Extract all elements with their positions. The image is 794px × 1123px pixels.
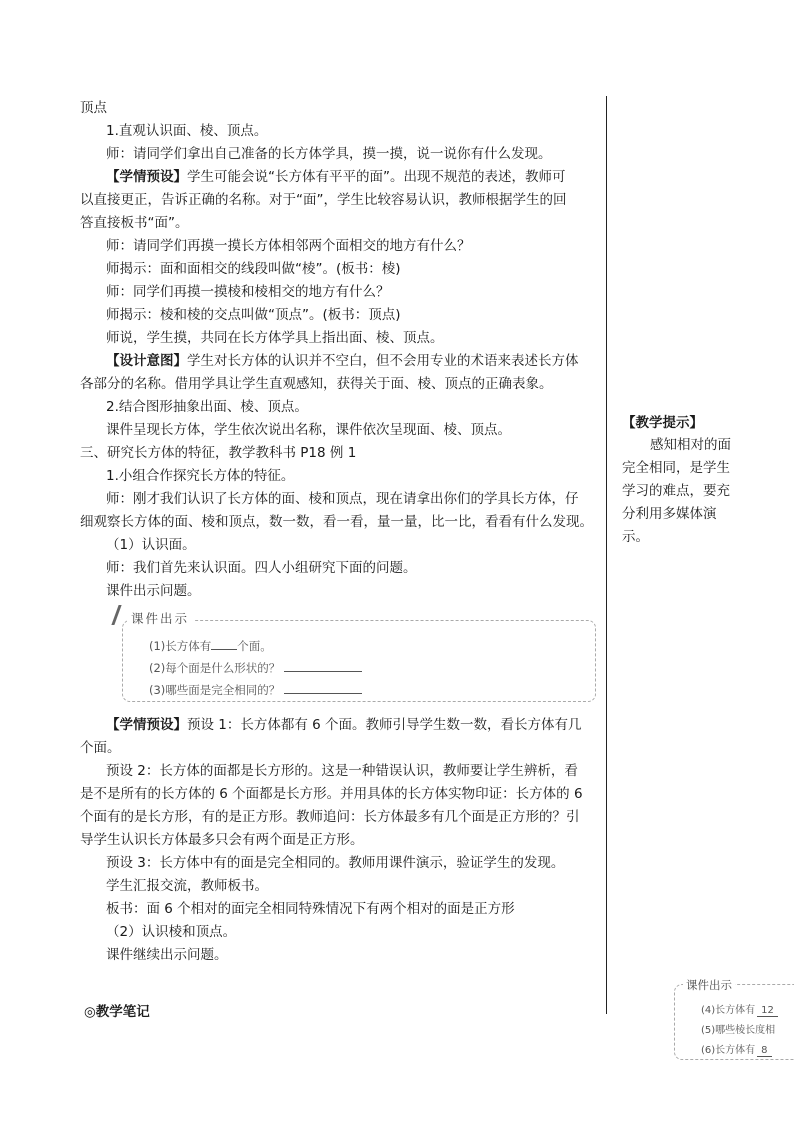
courseware-tag: 课件出示 [127, 609, 195, 627]
text-line: 预设 3：长方体中有的面是完全相同的。教师用课件演示，验证学生的发现。 [106, 855, 565, 871]
question-3: (3)哪些面是完全相同的？ [149, 681, 362, 698]
label-xueqing: 【学情预设】 [106, 169, 187, 185]
text-line: 师揭示：面和面相交的线段叫做“棱”。(板书：棱) [106, 261, 401, 277]
text-line: （2）认识棱和顶点。 [106, 924, 237, 940]
teaching-tip [622, 412, 737, 549]
question-2: (2)每个面是什么形状的？ [149, 659, 362, 676]
text-line: 顶点 [80, 100, 107, 116]
courseware-box-continued [674, 978, 794, 1060]
teaching-tip-title: 【教学提示】 [622, 415, 703, 431]
text-line: 师：同学们再摸一摸棱和棱相交的地方有什么？ [106, 284, 390, 300]
text-line: 【设计意图】学生对长方体的认识并不空白，但不会用专业的术语来表述长方体 [106, 353, 579, 369]
question-5: (5)哪些棱长度相 [701, 1025, 776, 1036]
text-line: 师揭示：棱和棱的交点叫做“顶点”。(板书：顶点) [106, 307, 401, 323]
text-line: 1.小组合作探究长方体的特征。 [106, 468, 295, 484]
text-line: 各部分的名称。借用学具让学生直观感知，获得关于面、棱、顶点的正确表象。 [80, 376, 553, 392]
text-line: 课件呈现长方体，学生依次说出名称，课件依次呈现面、棱、顶点。 [106, 422, 511, 438]
text-line: 2.结合图形抽象出面、棱、顶点。 [106, 399, 308, 415]
text-line: 细观察长方体的面、棱和顶点，数一数，看一看，量一量，比一比，看看有什么发现。 [80, 514, 593, 530]
text-line: 学生汇报交流，教师板书。 [106, 878, 268, 894]
text-line: 师：请同学们拿出自己准备的长方体学具，摸一摸，说一说你有什么发现。 [106, 146, 552, 162]
label-sheji: 【设计意图】 [106, 353, 187, 369]
label-xueqing-2: 【学情预设】 [106, 717, 187, 733]
courseware-tag: 课件出示 [683, 977, 735, 993]
answer-blank [284, 659, 362, 672]
text-line: 师：请同学们再摸一摸长方体相邻两个面相交的地方有什么？ [106, 238, 471, 254]
question-1: (1)长方体有 个面。 [149, 639, 272, 653]
text-line: 【学情预设】学生可能会说“长方体有平平的面”。出现不规范的表述，教师可 [106, 169, 566, 185]
teaching-tip-body: 感知相对的面完全相同，是学生学习的难点，要充分利用多媒体演示。 [622, 437, 731, 545]
text-line: 【学情预设】预设 1：长方体都有 6 个面。教师引导学生数一数，看长方体有几 [106, 717, 582, 733]
text-line: 个面。 [80, 740, 121, 756]
text-line: 导学生认识长方体最多只会有两个面是正方形。 [80, 832, 364, 848]
text-line: （1）认识面。 [106, 537, 196, 553]
question-6: (6)长方体有 8 [701, 1041, 772, 1057]
text-line: 师说，学生摸，共同在长方体学具上指出面、棱、顶点。 [106, 330, 444, 346]
courseware-box [122, 611, 596, 702]
text-line: 个面有的是长方形，有的是正方形。教师追问：长方体最多有几个面是正方形的？引 [80, 809, 580, 825]
text-line: 师：我们首先来认识面。四人小组研究下面的问题。 [106, 560, 417, 576]
text-line: 预设 2：长方体的面都是长方形的。这是一种错误认识，教师要让学生辨析，看 [106, 763, 578, 779]
text-line: 1.直观认识面、棱、顶点。 [106, 123, 268, 139]
answer-blank [284, 681, 362, 694]
text-line: 课件出示问题。 [106, 583, 201, 599]
column-divider [606, 96, 607, 1014]
section-heading: 三、研究长方体的特征，教学教科书 P18 例 1 [80, 445, 357, 461]
teaching-notes-label: ◎教学笔记 [84, 1004, 150, 1020]
text-line: 师：刚才我们认识了长方体的面、棱和顶点，现在请拿出你们的学具长方体，仔 [106, 491, 579, 507]
text-line: 以直接更正，告诉正确的名称。对于“面”，学生比较容易认识，教师根据学生的回 [80, 192, 567, 208]
text-line: 板书：面 6 个相对的面完全相同特殊情况下有两个相对的面是正方形 [106, 901, 515, 917]
question-4: (4)长方体有 12 [701, 1001, 778, 1017]
text-line: 答直接板书“面”。 [80, 215, 189, 231]
text-line: 课件继续出示问题。 [106, 947, 228, 963]
answer-blank [211, 637, 237, 650]
text-line: 是不是所有的长方体的 6 个面都是长方形。并用具体的长方体实物印证：长方体的 6 [80, 786, 583, 802]
